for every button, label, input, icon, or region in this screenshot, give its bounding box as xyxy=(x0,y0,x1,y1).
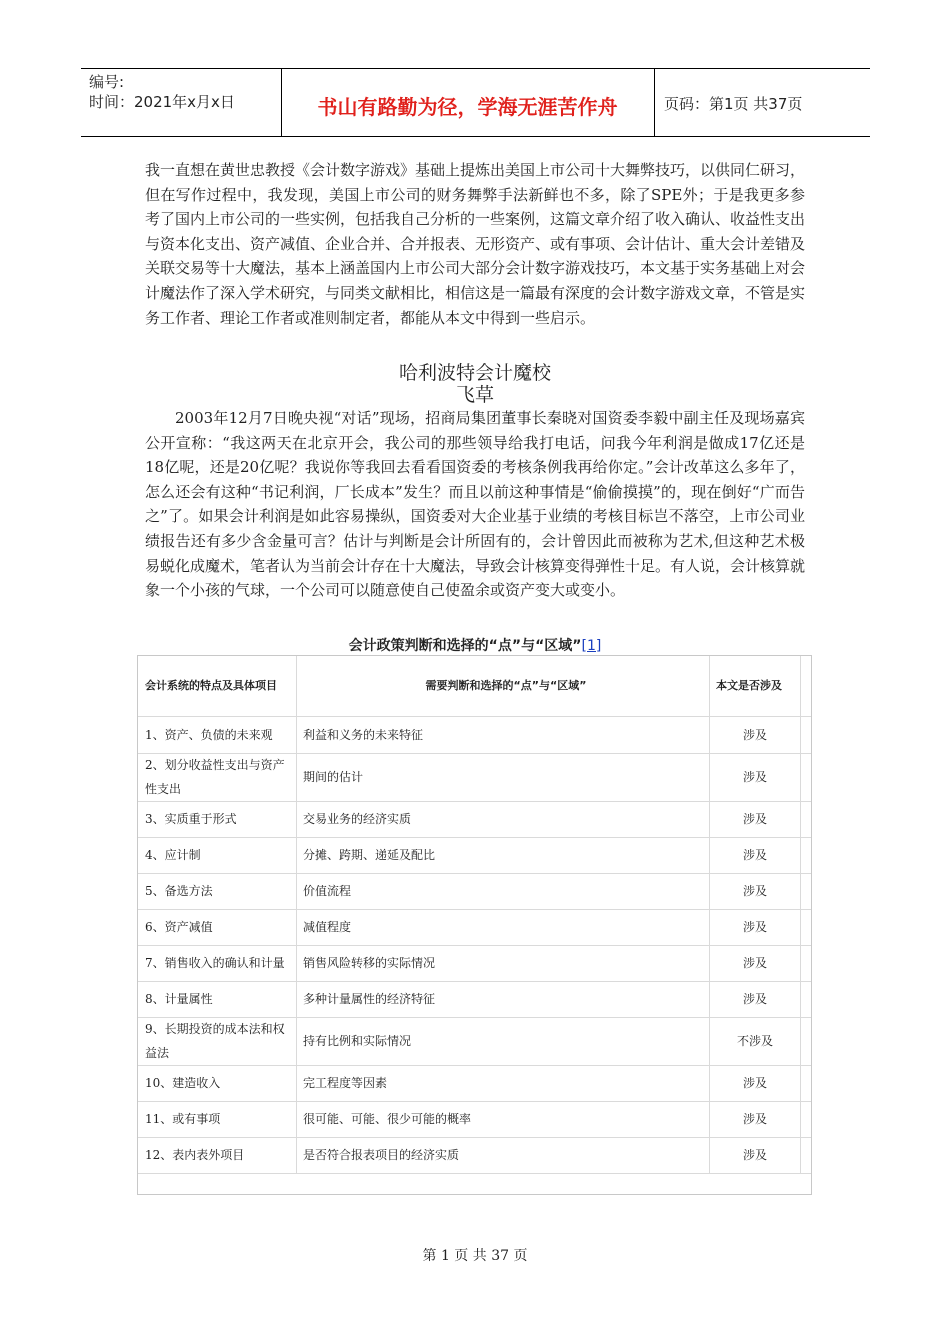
table-row xyxy=(138,981,811,1018)
cell-judgement: 销售风险转移的实际情况 xyxy=(297,945,710,981)
cell-involved: 涉及 xyxy=(710,1137,801,1173)
table-row xyxy=(138,1017,811,1066)
page-number: 页码：第1页 共37页 xyxy=(664,95,803,113)
cell-feature: 8、计量属性 xyxy=(138,981,297,1017)
cell-feature: 5、备选方法 xyxy=(138,873,297,909)
cell-involved: 不涉及 xyxy=(710,1017,801,1065)
header-motto-cell xyxy=(281,69,655,136)
table-row xyxy=(138,1101,811,1138)
table-row xyxy=(138,717,811,754)
cell-judgement: 交易业务的经济实质 xyxy=(297,801,710,837)
cell-feature: 6、资产减值 xyxy=(138,909,297,945)
article-author: 飞草 xyxy=(455,384,494,406)
article-title: 哈利波特会计魔校 xyxy=(398,362,551,384)
cell-feature: 2、划分收益性支出与资产性支出 xyxy=(138,753,297,801)
intro-paragraph: 我一直想在黄世忠教授《会计数字游戏》基础上提炼出美国上市公司十大舞弊技巧，以供同仁研习，但在写作过程中，我发现，美国上市公司的财务舞弊手法新鲜也不多，除了SPE外；于是我更多参考了国内上市公司的一些实例，包括我自己分析的一些案例，这篇文章介绍了收入确认、收益性支出与资本化支出、资产减值、企业合并、合并报表、无形资产、或有事项、会计估计、重大会计差错及关联交易等十大魔法，基本上涵盖国内上市公司大部分会计数字游戏技巧，本文基于实务基础上对会计魔法作了深入学术研究，与同类文献相比，相信这是一篇最有深度的会计数字游戏文章，不管是实务工作者、理论工作者或准则制定者，都能从本文中得到一些启示。 xyxy=(145,161,806,327)
cell-feature: 12、表内表外项目 xyxy=(138,1137,297,1173)
cell-judgement: 持有比例和实际情况 xyxy=(297,1017,710,1065)
cell-feature: 3、实质重于形式 xyxy=(138,801,297,837)
cell-judgement: 分摊、跨期、递延及配比 xyxy=(297,837,710,873)
document-number: 编号: xyxy=(89,73,125,91)
page-header xyxy=(81,68,870,137)
cell-feature: 4、应计制 xyxy=(138,837,297,873)
cell-involved: 涉及 xyxy=(710,801,801,837)
header-cell-feature: 会计系统的特点及具体项目 xyxy=(138,656,297,716)
table-row xyxy=(138,801,811,838)
policy-table xyxy=(137,655,812,1195)
table-row xyxy=(138,873,811,910)
cell-involved: 涉及 xyxy=(710,873,801,909)
cell-feature: 11、或有事项 xyxy=(138,1101,297,1137)
table-row xyxy=(138,1137,811,1174)
cell-involved: 涉及 xyxy=(710,909,801,945)
cell-judgement: 利益和义务的未来特征 xyxy=(297,717,710,753)
cell-involved: 涉及 xyxy=(710,981,801,1017)
cell-involved: 涉及 xyxy=(710,945,801,981)
cell-feature: 7、销售收入的确认和计量 xyxy=(138,945,297,981)
cell-judgement: 价值流程 xyxy=(297,873,710,909)
table-row xyxy=(138,909,811,946)
table-row xyxy=(138,753,811,802)
page-footer: 第 1 页 共 37 页 xyxy=(422,1248,528,1264)
table-row xyxy=(138,945,811,982)
cell-judgement: 完工程度等因素 xyxy=(297,1065,710,1101)
cell-involved: 涉及 xyxy=(710,717,801,753)
table-title-text: 会计政策判断和选择的“点”与“区域” xyxy=(348,638,582,654)
cell-involved: 涉及 xyxy=(710,1101,801,1137)
table-row xyxy=(138,837,811,874)
cell-feature: 1、资产、负债的未来观 xyxy=(138,717,297,753)
table-title xyxy=(0,635,950,655)
header-cell-involved: 本文是否涉及 xyxy=(710,656,801,716)
cell-involved: 涉及 xyxy=(710,837,801,873)
cell-feature: 10、建造收入 xyxy=(138,1065,297,1101)
header-info-cell xyxy=(81,69,282,136)
footnote-link[interactable]: [1] xyxy=(581,638,602,654)
cell-involved: 涉及 xyxy=(710,1065,801,1101)
cell-judgement: 是否符合报表项目的经济实质 xyxy=(297,1137,710,1173)
cell-judgement: 多种计量属性的经济特征 xyxy=(297,981,710,1017)
cell-judgement: 期间的估计 xyxy=(297,753,710,801)
body-paragraph: 2003年12月7日晚央视“对话”现场，招商局集团董事长秦晓对国资委李毅中副主任及现场嘉宾公开宣称：“我这两天在北京开会，我公司的那些领导给我打电话，问我今年利润是做成17亿还是18亿呢，还是20亿呢？我说你等我回去看看国资委的考核条例我再给你定。”会计改革这么多年了，怎么还会有这种“书记利润，厂长成本”发生？而且以前这种事情是“偷偷摸摸”的，现在倒好“广而告之”了。如果会计利润是如此容易操纵，国资委对大企业基于业绩的考核目标岂不落空，上市公司业绩报告还有多少含金量可言？估计与判断是会计所固有的，会计曾因此而被称为艺术,但这种艺术极易蜕化成魔术，笔者认为当前会计存在十大魔法，导致会计核算变得弹性十足。有人说，会计核算就象一个小孩的气球，一个公司可以随意使自己使盈余或资产变大或变小。 xyxy=(145,409,806,600)
cell-judgement: 减值程度 xyxy=(297,909,710,945)
table-header-row xyxy=(138,656,811,717)
header-cell-judgement: 需要判断和选择的“点”与“区域” xyxy=(297,656,710,716)
motto: 书山有路勤为径，学海无涯苦作舟 xyxy=(317,95,618,119)
header-page-cell xyxy=(654,69,870,136)
table-row xyxy=(138,1065,811,1102)
document-date: 时间：2021年x月x日 xyxy=(89,93,235,111)
cell-feature: 9、长期投资的成本法和权益法 xyxy=(138,1017,297,1065)
cell-involved: 涉及 xyxy=(710,753,801,801)
cell-judgement: 很可能、可能、很少可能的概率 xyxy=(297,1101,710,1137)
